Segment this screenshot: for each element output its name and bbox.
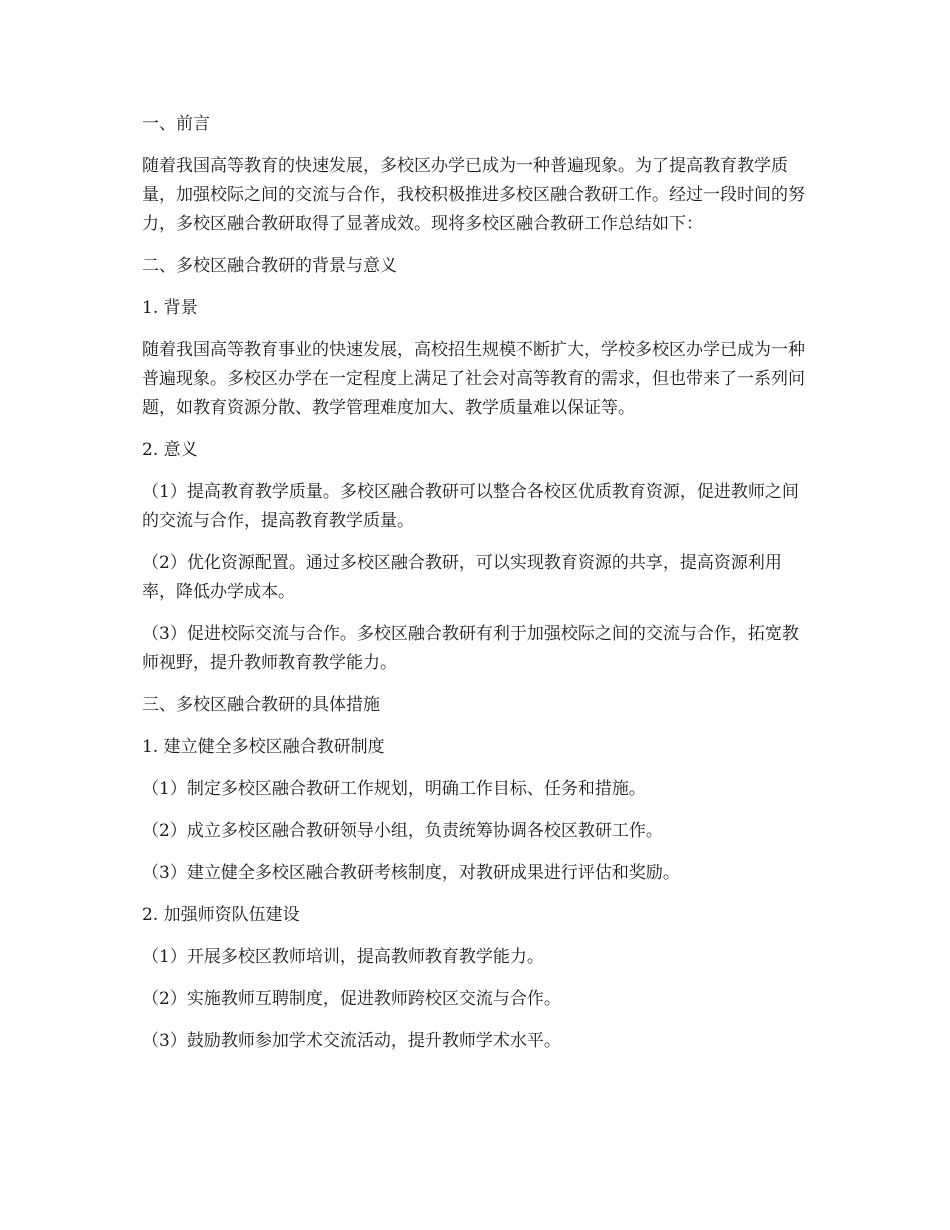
list-item-system-1: （1）制定多校区融合教研工作规划，明确工作目标、任务和措施。 — [142, 779, 646, 799]
list-item-system-2: （2）成立多校区融合教研领导小组，负责统筹协调各校区教研工作。 — [142, 821, 663, 841]
section-heading-measures: 三、多校区融合教研的具体措施 — [142, 695, 380, 715]
paragraph-preface: 随着我国高等教育的快速发展，多校区办学已成为一种普遍现象。为了提高教育教学质量，加强校际之间的交流与合作，我校积极推进多校区融合教研工作。经过一段时间的努力，多校区融合教研取得了显著成效。现将多校区融合教研工作总结如下： — [142, 156, 805, 234]
list-item-significance-2: （2）优化资源配置。通过多校区融合教研，可以实现教育资源的共享，提高资源利用率，降低办学成本。 — [142, 553, 782, 602]
subheading-faculty: 2. 加强师资队伍建设 — [142, 905, 300, 925]
paragraph-background: 随着我国高等教育事业的快速发展，高校招生规模不断扩大，学校多校区办学已成为一种普遍现象。多校区办学在一定程度上满足了社会对高等教育的需求，但也带来了一系列问题，如教育资源分散、教学管理难度加大、教学质量难以保证等。 — [142, 340, 805, 418]
document-page — [142, 110, 812, 1069]
list-item-faculty-3: （3）鼓励教师参加学术交流活动，提升教师学术水平。 — [142, 1031, 561, 1051]
list-item-significance-1: （1）提高教育教学质量。多校区融合教研可以整合各校区优质教育资源，促进教师之间的交流与合作，提高教育教学质量。 — [142, 482, 799, 531]
list-item-faculty-1: （1）开展多校区教师培训，提高教师教育教学能力。 — [142, 947, 544, 967]
subheading-system: 1. 建立健全多校区融合教研制度 — [142, 737, 385, 757]
section-heading-background-significance: 二、多校区融合教研的背景与意义 — [142, 256, 397, 276]
subheading-significance: 2. 意义 — [142, 440, 198, 460]
subheading-background: 1. 背景 — [142, 298, 198, 318]
list-item-significance-3: （3）促进校际交流与合作。多校区融合教研有利于加强校际之间的交流与合作，拓宽教师视野，提升教师教育教学能力。 — [142, 624, 799, 673]
section-heading-preface: 一、前言 — [142, 114, 210, 134]
list-item-faculty-2: （2）实施教师互聘制度，促进教师跨校区交流与合作。 — [142, 989, 561, 1009]
list-item-system-3: （3）建立健全多校区融合教研考核制度，对教研成果进行评估和奖励。 — [142, 863, 680, 883]
